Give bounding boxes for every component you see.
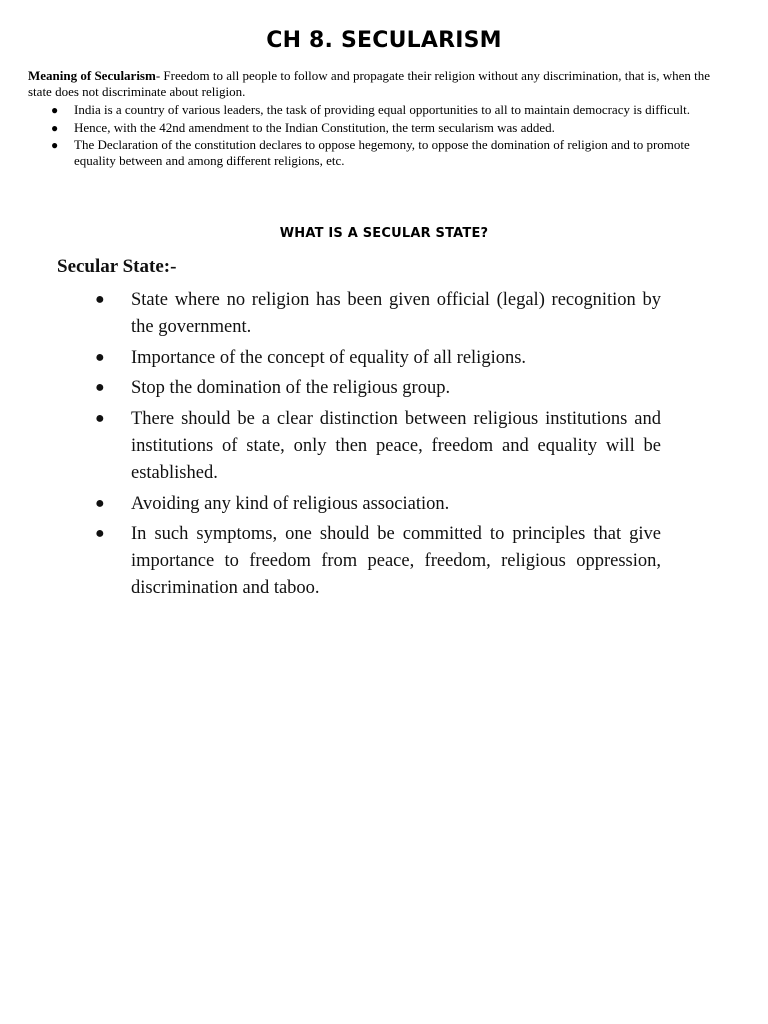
bullet-icon: ● xyxy=(51,103,59,117)
meaning-bullet-list xyxy=(28,102,728,171)
list-item xyxy=(28,102,728,118)
list-item-text: Hence, with the 42nd amendment to the Indian Constitution, the term secularism was added. xyxy=(74,119,555,135)
meaning-label: Meaning of Secularism xyxy=(28,68,156,83)
bullet-icon: ● xyxy=(95,348,105,366)
list-item-text: The Declaration of the constitution declares to oppose hegemony, to oppose the domination of religion and to promote equality between and among different religions, etc. xyxy=(74,137,690,168)
bullet-icon: ● xyxy=(51,138,59,152)
secular-state-bullet-list xyxy=(57,287,677,602)
bullet-icon: ● xyxy=(95,291,105,308)
list-item xyxy=(28,137,728,169)
bullet-icon: ● xyxy=(95,494,105,512)
secular-state-section xyxy=(57,255,677,606)
bullet-icon: ● xyxy=(51,120,59,135)
list-item-text: Importance of the concept of equality of all religions. xyxy=(131,347,527,368)
list-item-text: Stop the domination of the religious group. xyxy=(131,378,451,399)
list-item-text: State where no religion has been given official (legal) recognition by the government. xyxy=(131,290,661,337)
meaning-paragraph xyxy=(28,68,728,100)
list-item xyxy=(57,491,661,518)
list-item-text: There should be a clear distinction between religious institutions and institutions of state, only then peace, freedom and equality will be established. xyxy=(131,409,661,483)
list-item xyxy=(57,345,661,372)
bullet-icon: ● xyxy=(95,525,105,543)
list-item xyxy=(57,287,661,341)
bullet-icon: ● xyxy=(95,379,105,397)
secular-state-title: Secular State:- xyxy=(57,256,177,277)
list-item xyxy=(57,406,661,486)
list-item xyxy=(57,375,661,402)
page-title: CH 8. SECULARISM xyxy=(266,28,502,53)
list-item-text: India is a country of various leaders, the task of providing equal opportunities to all to maintain democracy is difficult. xyxy=(74,102,691,117)
list-item xyxy=(57,521,661,601)
list-item-text: In such symptoms, one should be committed to principles that give importance to freedom from peace, freedom, religious oppression, discrimination and taboo. xyxy=(131,524,661,598)
section-heading: WHAT IS A SECULAR STATE? xyxy=(279,226,489,241)
meaning-text: - Freedom to all people to follow and propagate their religion without any discrimination, that is, when the state does not discriminate about religion. xyxy=(28,68,711,99)
list-item-text: Avoiding any kind of religious association. xyxy=(131,493,450,514)
list-item xyxy=(28,120,728,136)
bullet-icon: ● xyxy=(95,410,105,428)
